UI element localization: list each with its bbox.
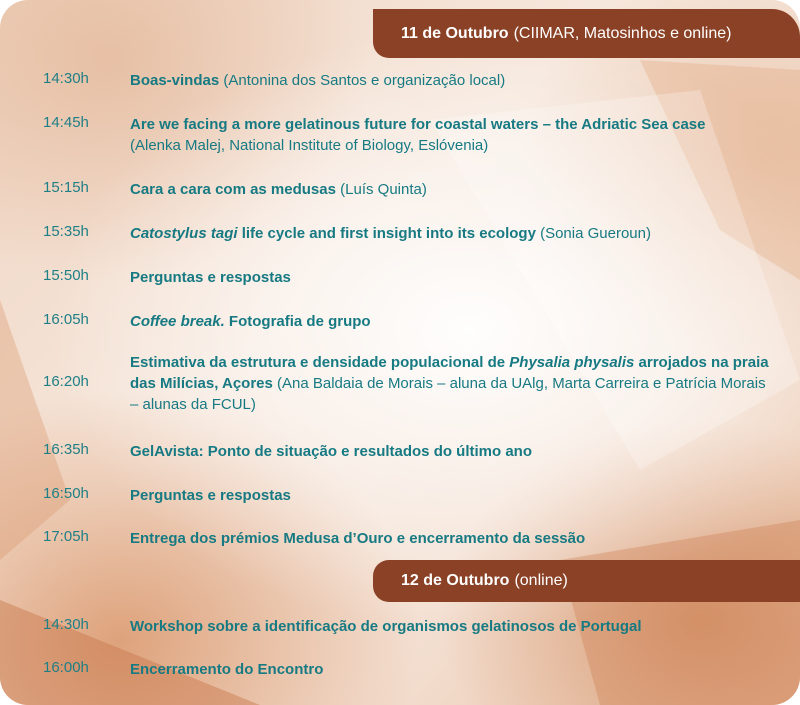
row-title: Encerramento do Encontro [130,661,324,678]
row-content [130,267,770,288]
row-content [130,114,770,156]
row-time: 15:15h [43,179,89,196]
row-time: 16:35h [43,441,89,458]
row-speakers: (Sonia Gueroun) [535,225,651,242]
row-speakers: (Ana Baldaia de Morais – aluna da UAlg, Marta Carreira e Patrícia Morais – alunas da FCUL) [130,375,766,413]
day2-date: 12 de Outubro [401,572,510,589]
row-title: Perguntas e respostas [130,487,291,504]
row-time: 17:05h [43,528,89,545]
row-title: Workshop sobre a identificação de organismos gelatinosos de Portugal [130,618,642,635]
day1-location: (CIIMAR, Matosinhos e online) [513,24,732,42]
row-content [130,352,770,415]
row-title: life cycle and first insight into its ecology [237,225,536,242]
row-time: 16:20h [43,373,89,390]
row-title-italic: Physalia physalis [509,354,635,371]
row-content [130,179,770,200]
row-speakers: (Luís Quinta) [335,181,427,198]
row-title: Cara a cara com as medusas [130,181,336,198]
row-title: Entrega dos prémios Medusa d’Ouro e encerramento da sessão [130,530,586,547]
row-content [130,485,770,506]
day2-location: (online) [514,572,568,589]
row-title: GelAvista: Ponto de situação e resultados do último ano [130,443,533,460]
row-time: 14:30h [43,70,89,87]
row-time: 16:05h [43,311,89,328]
day1-header [373,9,800,58]
row-speakers: (Alenka Malej, National Institute of Biology, Eslóvenia) [130,137,489,154]
row-time: 16:00h [43,659,89,676]
row-title: Fotografia de grupo [224,313,371,330]
row-content [130,70,770,91]
row-time: 15:50h [43,267,89,284]
row-time: 15:35h [43,223,89,240]
row-title-italic: Catostylus tagi [130,225,238,242]
row-title: Estimativa da estrutura e densidade populacional de [130,354,510,371]
row-time: 16:50h [43,485,89,502]
day2-header [373,560,800,602]
row-content [130,441,770,462]
row-title-italic: Coffee break. [130,313,225,330]
row-time: 14:30h [43,616,89,633]
row-content [130,616,770,637]
row-time: 14:45h [43,114,89,131]
row-title-cont: arrojados na praia das Milícias, Açores [130,354,769,392]
row-title: Perguntas e respostas [130,269,291,286]
row-content [130,223,770,244]
row-content [130,659,770,680]
day1-date: 11 de Outubro [401,24,509,42]
row-speakers: (Antonina dos Santos e organização local) [219,72,506,89]
row-content [130,311,770,332]
row-title: Are we facing a more gelatinous future for coastal waters – the Adriatic Sea case [130,116,706,133]
row-content [130,528,770,549]
row-title: Boas-vindas [130,72,220,89]
